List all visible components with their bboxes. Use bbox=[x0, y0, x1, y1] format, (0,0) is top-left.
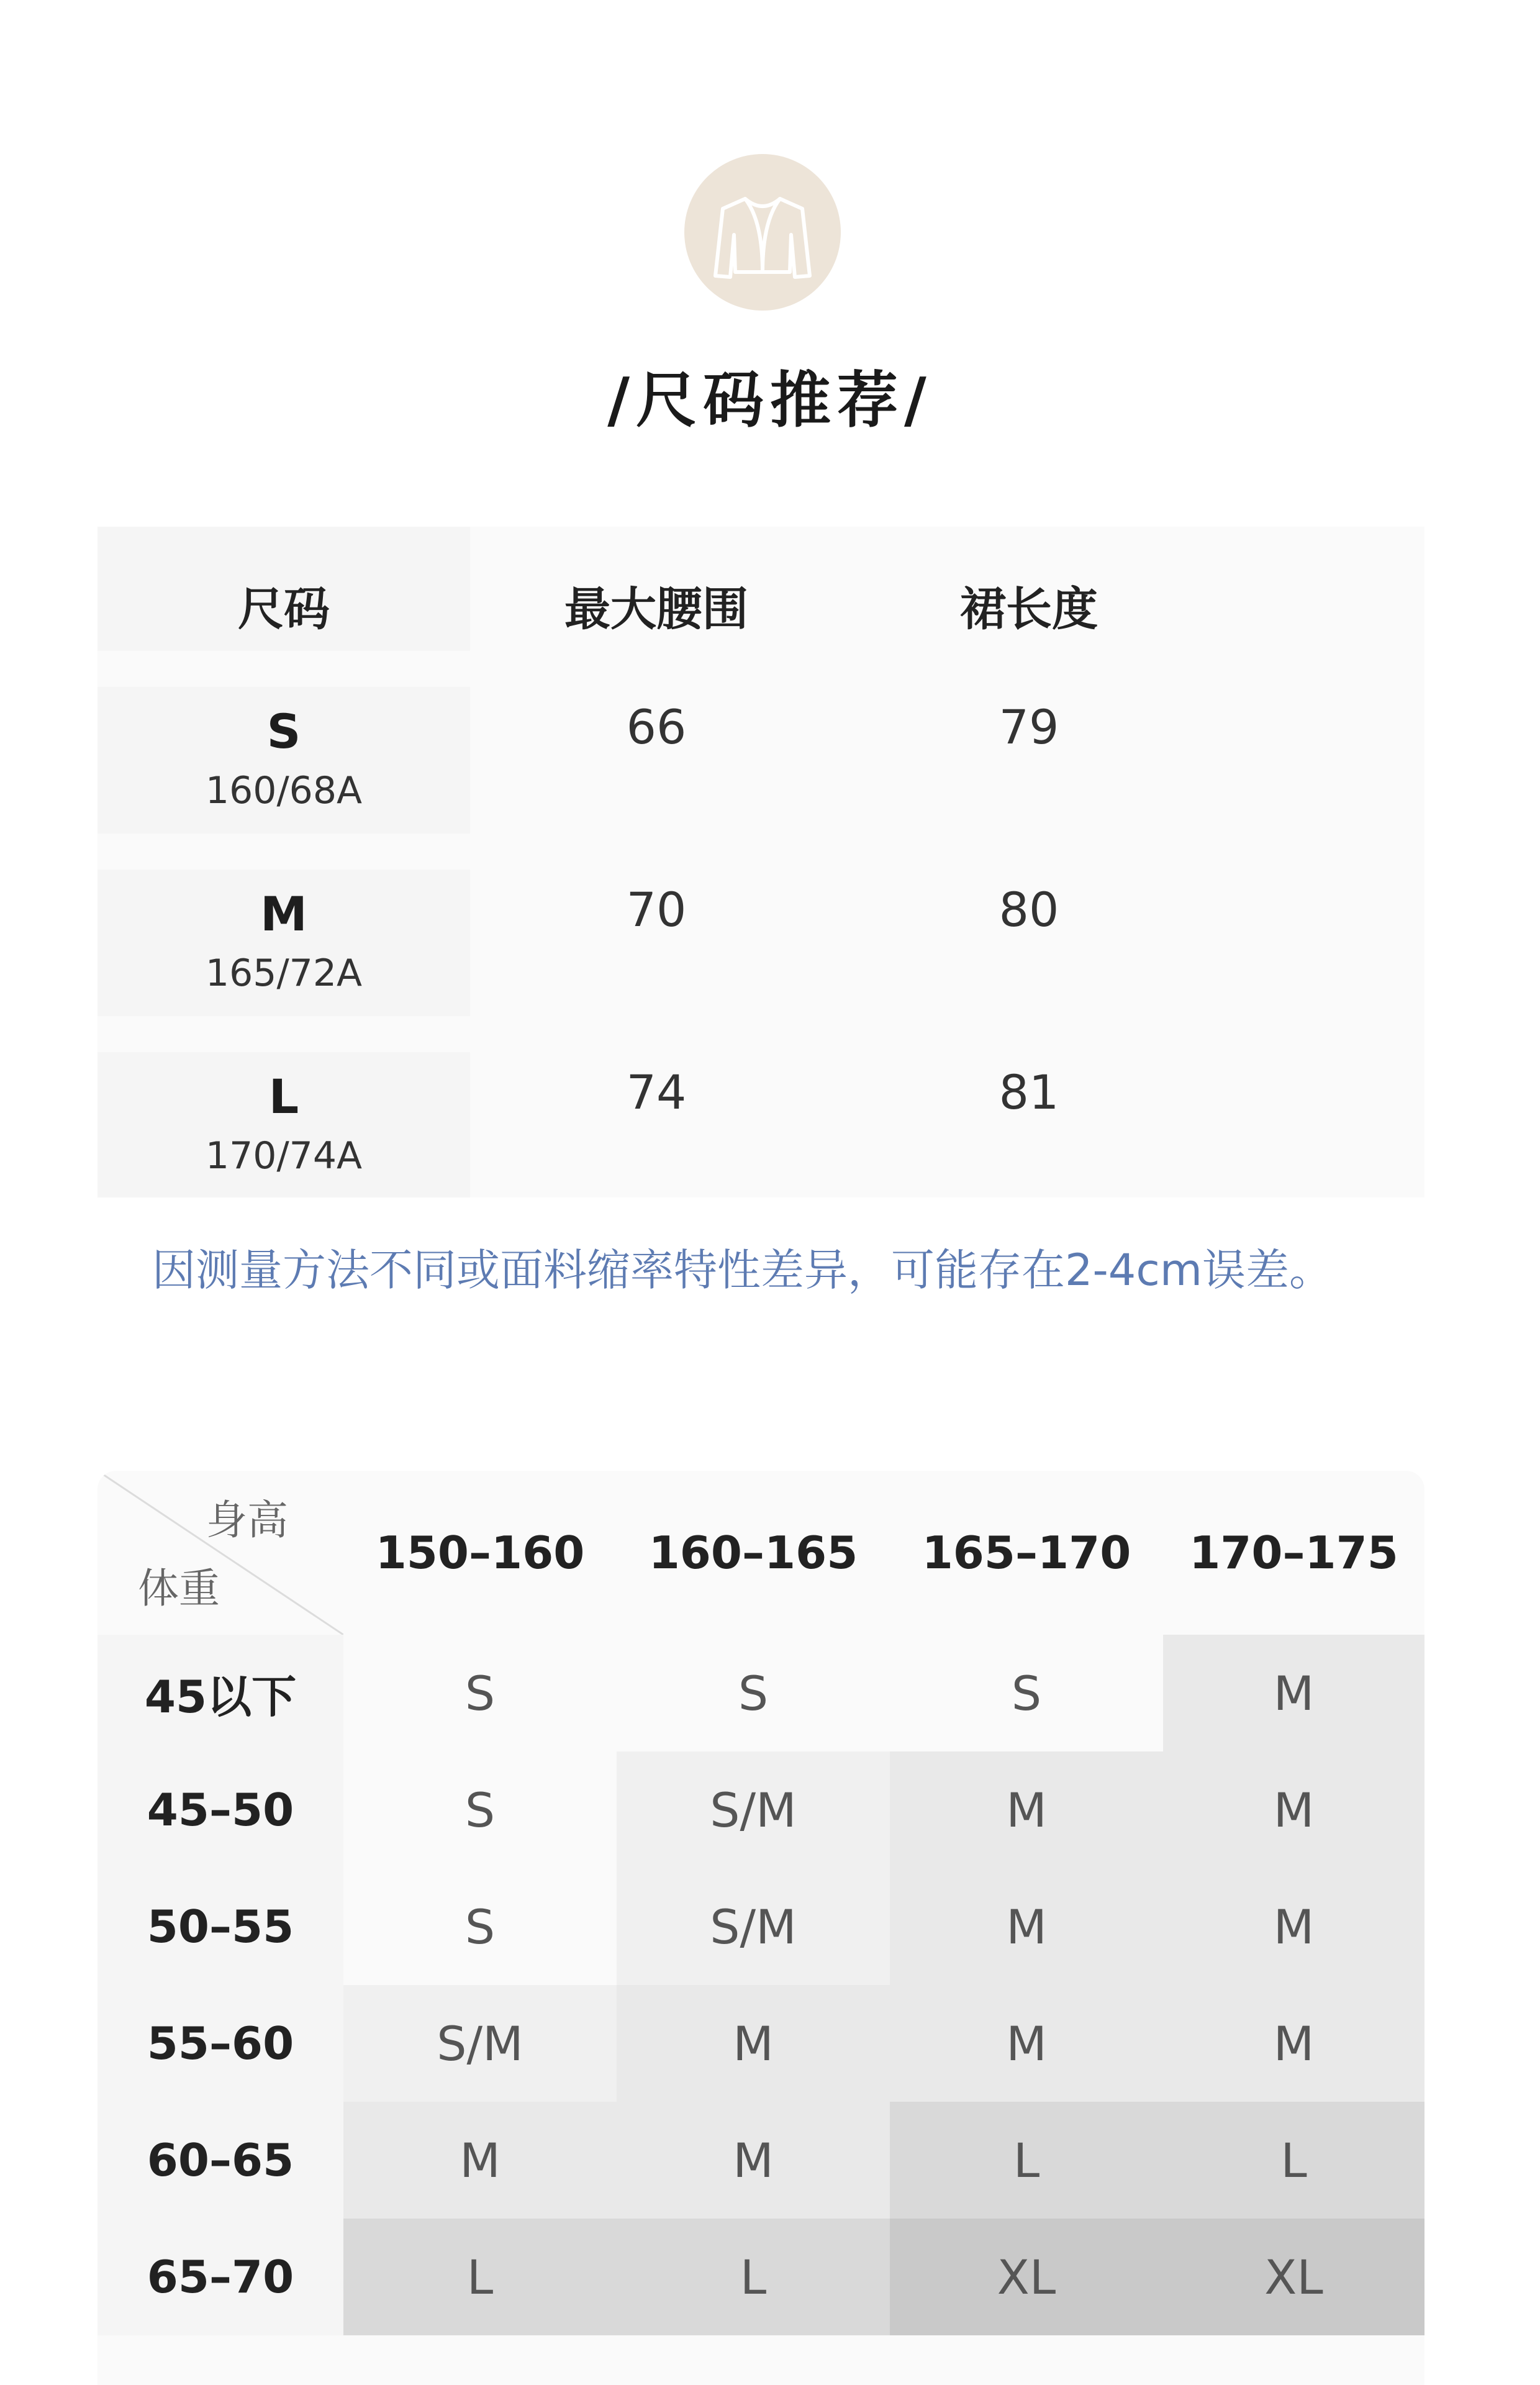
corner-weight-label: 体重 bbox=[138, 1565, 220, 1612]
size-table bbox=[97, 527, 1424, 1197]
size-cell: S bbox=[343, 1635, 617, 1751]
length-m: 80 bbox=[999, 882, 1059, 937]
weight-label: 45–50 bbox=[97, 1751, 343, 1868]
cardigan-icon bbox=[684, 154, 841, 311]
size-cell: L bbox=[890, 2102, 1163, 2219]
size-cell: M bbox=[343, 2102, 617, 2219]
header-size: 尺码 bbox=[238, 583, 330, 636]
size-cell: M bbox=[890, 1751, 1163, 1868]
size-cell: S bbox=[343, 1751, 617, 1868]
size-cell: S/M bbox=[617, 1868, 890, 1985]
size-cell: M bbox=[617, 1985, 890, 2102]
weight-label: 55–60 bbox=[97, 1985, 343, 2102]
height-header: 170–175 bbox=[1189, 1527, 1398, 1579]
height-header: 150–160 bbox=[375, 1527, 585, 1579]
length-s: 79 bbox=[999, 699, 1059, 755]
size-cell: L bbox=[1163, 2102, 1424, 2219]
size-code-m: 165/72A bbox=[205, 952, 363, 995]
section-title: /尺码推荐/ bbox=[607, 365, 933, 436]
size-cell: M bbox=[1163, 1751, 1424, 1868]
size-cell: L bbox=[617, 2219, 890, 2335]
size-cell: M bbox=[890, 1985, 1163, 2102]
size-cell: XL bbox=[1163, 2219, 1424, 2335]
waist-s: 66 bbox=[626, 699, 687, 755]
size-name-l: L bbox=[268, 1069, 299, 1124]
measurement-note: 因测量方法不同或面料缩率特性差异，可能存在2-4cm误差。 bbox=[152, 1245, 1333, 1296]
header-max-waist: 最大腰围 bbox=[564, 583, 748, 636]
size-cell: M bbox=[890, 1868, 1163, 1985]
size-cell: L bbox=[343, 2219, 617, 2335]
size-cell: XL bbox=[890, 2219, 1163, 2335]
size-code-l: 170/74A bbox=[205, 1134, 363, 1178]
height-header: 165–170 bbox=[922, 1527, 1131, 1579]
size-cell: M bbox=[1163, 1635, 1424, 1751]
size-cell: S bbox=[617, 1635, 890, 1751]
size-cell: S bbox=[343, 1868, 617, 1985]
corner-height-label: 身高 bbox=[206, 1496, 288, 1544]
waist-l: 74 bbox=[626, 1065, 687, 1120]
size-cell: S bbox=[890, 1635, 1163, 1751]
size-cell: M bbox=[617, 2102, 890, 2219]
size-name-s: S bbox=[266, 704, 301, 759]
waist-m: 70 bbox=[626, 882, 687, 937]
size-cell: S/M bbox=[343, 1985, 617, 2102]
size-cell: S/M bbox=[617, 1751, 890, 1868]
weight-label: 45以下 bbox=[97, 1635, 343, 1751]
weight-label: 50–55 bbox=[97, 1868, 343, 1985]
height-header: 160–165 bbox=[648, 1527, 858, 1579]
weight-label: 65–70 bbox=[97, 2219, 343, 2335]
size-recommend-grid bbox=[97, 1471, 1424, 2385]
header-skirt-length: 裙长度 bbox=[960, 583, 1098, 636]
size-cell: M bbox=[1163, 1985, 1424, 2102]
size-cell: M bbox=[1163, 1868, 1424, 1985]
weight-label: 60–65 bbox=[97, 2102, 343, 2219]
size-name-m: M bbox=[260, 886, 307, 942]
grid-corner bbox=[97, 1471, 343, 1635]
length-l: 81 bbox=[999, 1065, 1059, 1120]
size-code-s: 160/68A bbox=[205, 769, 363, 812]
